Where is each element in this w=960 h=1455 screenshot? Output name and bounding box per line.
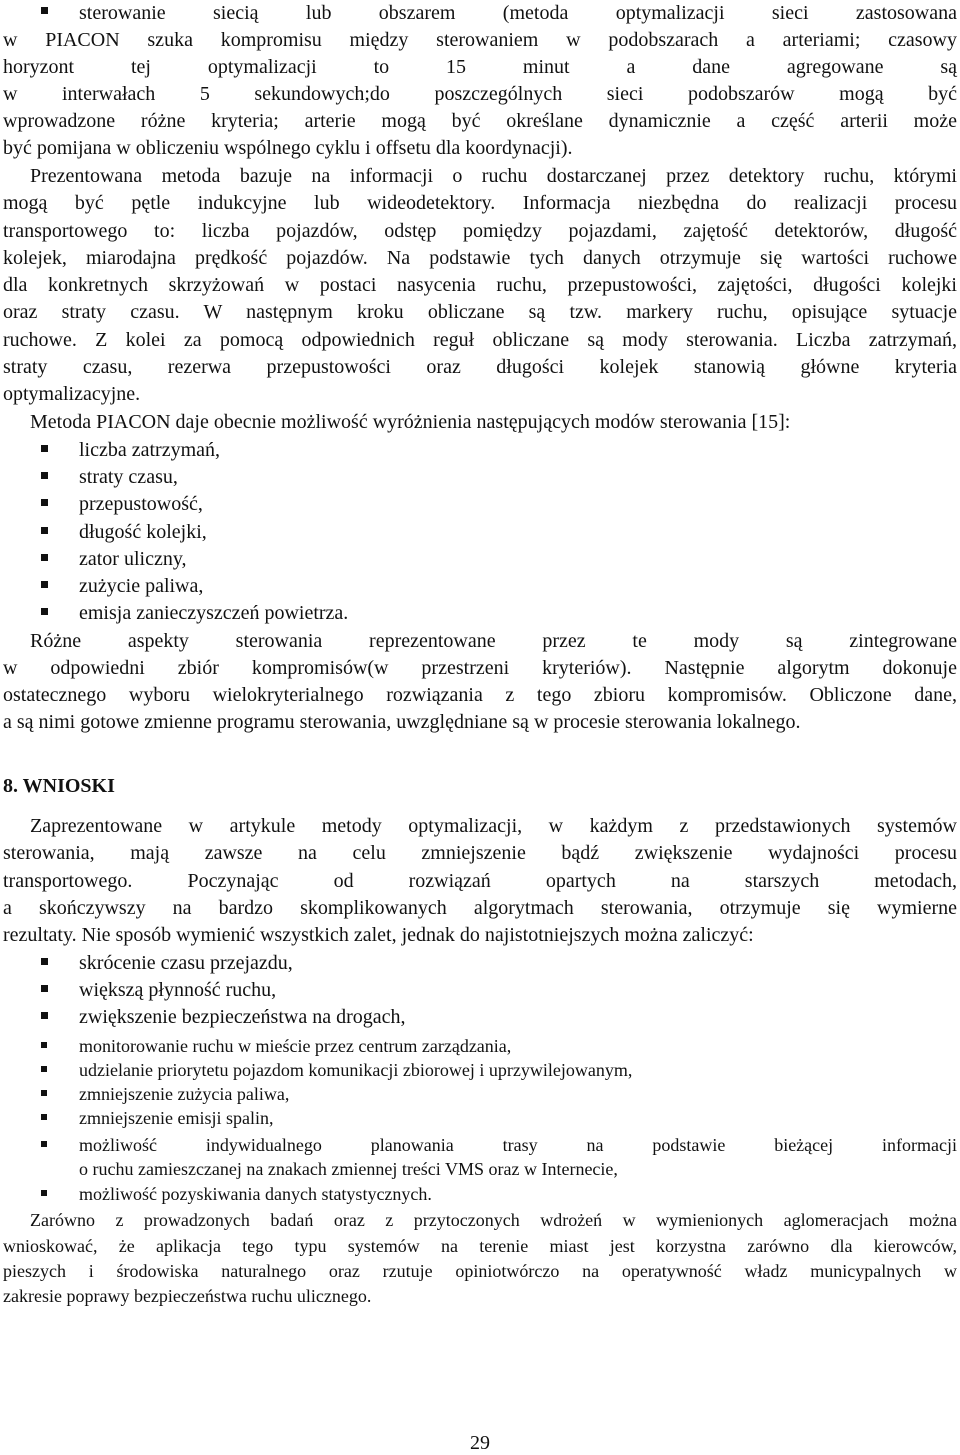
top-bullet-line: sterowanie siecią lub obszarem (metoda optymalizacji sieci zastosowana [79, 2, 957, 24]
top-bullet-line: w interwałach 5 sekundowych;do poszczególnych sieci podobszarów mogą być [3, 83, 957, 105]
bullet-square-icon [41, 499, 48, 506]
mode-item: zużycie paliwa, [79, 575, 204, 597]
bullet-square-icon [41, 1190, 47, 1196]
advantage-item: możliwość indywidualnego planowania trasy na podstawie bieżącej informacji [79, 1135, 957, 1155]
paragraph-line: transportowego to: liczba pojazdów, odstęp pomiędzy pojazdami, zajętość detektorów, długość [3, 220, 957, 242]
bullet-square-icon [41, 581, 48, 588]
mode-item: zator uliczny, [79, 548, 187, 570]
bullet-square-icon [41, 1042, 47, 1048]
conclusion-line: a skończywszy na bardzo skomplikowanych algorytmach sterowania, otrzymuje się wymierne [3, 897, 957, 919]
mode-item: straty czasu, [79, 466, 178, 488]
top-bullet-line: horyzont tej optymalizacji to 15 minut a dane agregowane są [3, 56, 957, 78]
bullet-square-icon [41, 527, 48, 534]
bullet-square-icon [41, 554, 48, 561]
section-heading: 8. WNIOSKI [3, 775, 115, 797]
advantage-item: zmniejszenie zużycia paliwa, [79, 1084, 290, 1104]
top-bullet-line: wprowadzone różne kryteria; arterie mogą być określane dynamicznie a część arterii może [3, 110, 957, 132]
bullet-square-icon [41, 1066, 47, 1072]
bullet-square-icon [41, 1114, 47, 1120]
bullet-square-icon [41, 7, 48, 14]
mode-item: liczba zatrzymań, [79, 439, 221, 461]
advantage-item: skrócenie czasu przejazdu, [79, 952, 293, 974]
paragraph-line: a są nimi gotowe zmienne programu sterowania, uwzględniane są w procesie sterowania lokalnego. [3, 711, 801, 733]
mode-item: emisja zanieczyszczeń powietrza. [79, 602, 349, 624]
paragraph-line: Prezentowana metoda bazuje na informacji o ruchu dostarczanej przez detektory ruchu, którymi [30, 165, 957, 187]
mode-item: przepustowość, [79, 493, 203, 515]
advantage-item: zwiększenie bezpieczeństwa na drogach, [79, 1006, 406, 1028]
bullet-square-icon [41, 608, 48, 615]
bullet-square-icon [41, 445, 48, 452]
conclusion-line: sterowania, mają zawsze na celu zmniejszenie bądź zwiększenie wydajności procesu [3, 842, 957, 864]
modes-intro: Metoda PIACON daje obecnie możliwość wyróżnienia następujących modów sterowania [15]: [30, 411, 791, 433]
final-line: Zarówno z prowadzonych badań oraz z przytoczonych wdrożeń w wymienionych aglomeracjach można [30, 1210, 957, 1230]
advantage-item: zmniejszenie emisji spalin, [79, 1108, 274, 1128]
final-line: zakresie poprawy bezpieczeństwa ruchu ulicznego. [3, 1286, 372, 1306]
conclusion-line: rezultaty. Nie sposób wymienić wszystkich zalet, jednak do najistotniejszych można zaliczyć: [3, 924, 754, 946]
top-bullet-line: w PIACON szuka kompromisu między sterowaniem w podobszarach a arteriami; czasowy [3, 29, 957, 51]
bullet-square-icon [41, 958, 48, 965]
advantage-item: możliwość pozyskiwania danych statystycznych. [79, 1184, 432, 1204]
final-line: pieszych i środowiska naturalnego oraz rzutuje opiniotwórczo na operatywność władz municypalnych w [3, 1261, 957, 1281]
paragraph-line: ruchowe. Z kolei za pomocą odpowiednich reguł obliczane są mody sterowania. Liczba zatrzymań, [3, 329, 957, 351]
advantage-item-continuation: o ruchu zamieszczanej na znakach zmiennej treści VMS oraz w Internecie, [79, 1159, 618, 1179]
bullet-square-icon [41, 472, 48, 479]
bullet-square-icon [41, 1090, 47, 1096]
paragraph-line: optymalizacyjne. [3, 383, 141, 405]
conclusion-line: transportowego. Poczynając od rozwiązań opartych na starszych metodach, [3, 870, 957, 892]
paragraph-line: Różne aspekty sterowania reprezentowane przez te mody są zintegrowane [30, 630, 957, 652]
paragraph-line: straty czasu, rezerwa przepustowości oraz długości kolejek stanowią główne kryteria [3, 356, 957, 378]
paragraph-line: dla konkretnych skrzyżowań w postaci nasycenia ruchu, przepustowości, zajętości, długości kolejki [3, 274, 957, 296]
bullet-square-icon [41, 985, 48, 992]
page-number: 29 [470, 1432, 490, 1454]
bullet-square-icon [41, 1141, 47, 1147]
conclusion-line: Zaprezentowane w artykule metody optymalizacji, w każdym z przedstawionych systemów [30, 815, 957, 837]
advantage-item: monitorowanie ruchu w mieście przez centrum zarządzania, [79, 1036, 512, 1056]
final-line: wnioskować, że aplikacja tego typu systemów na terenie miast jest korzystna zarówno dla kierowców, [3, 1236, 957, 1256]
paragraph-line: w odpowiedni zbiór kompromisów(w przestrzeni kryteriów). Następnie algorytm dokonuje [3, 657, 957, 679]
advantage-item: udzielanie priorytetu pojazdom komunikacji zbiorowej i uprzywilejowanym, [79, 1060, 633, 1080]
bullet-square-icon [41, 1012, 48, 1019]
paragraph-line: kolejek, miarodajna prędkość pojazdów. Na podstawie tych danych otrzymuje się wartości ruchowe [3, 247, 957, 269]
mode-item: długość kolejki, [79, 521, 207, 543]
paragraph-line: ostatecznego wyboru wielokryterialnego rozwiązania z tego zbioru kompromisów. Obliczone dane, [3, 684, 957, 706]
paragraph-line: mogą być pętle indukcyjne lub wideodetektory. Informacja niezbędna do realizacji procesu [3, 192, 957, 214]
advantage-item: większą płynność ruchu, [79, 979, 277, 1001]
top-bullet-line: być pomijana w obliczeniu wspólnego cyklu i offsetu dla koordynacji). [3, 137, 573, 159]
paragraph-line: oraz straty czasu. W następnym kroku obliczane są tzw. markery ruchu, opisujące sytuacje [3, 301, 957, 323]
